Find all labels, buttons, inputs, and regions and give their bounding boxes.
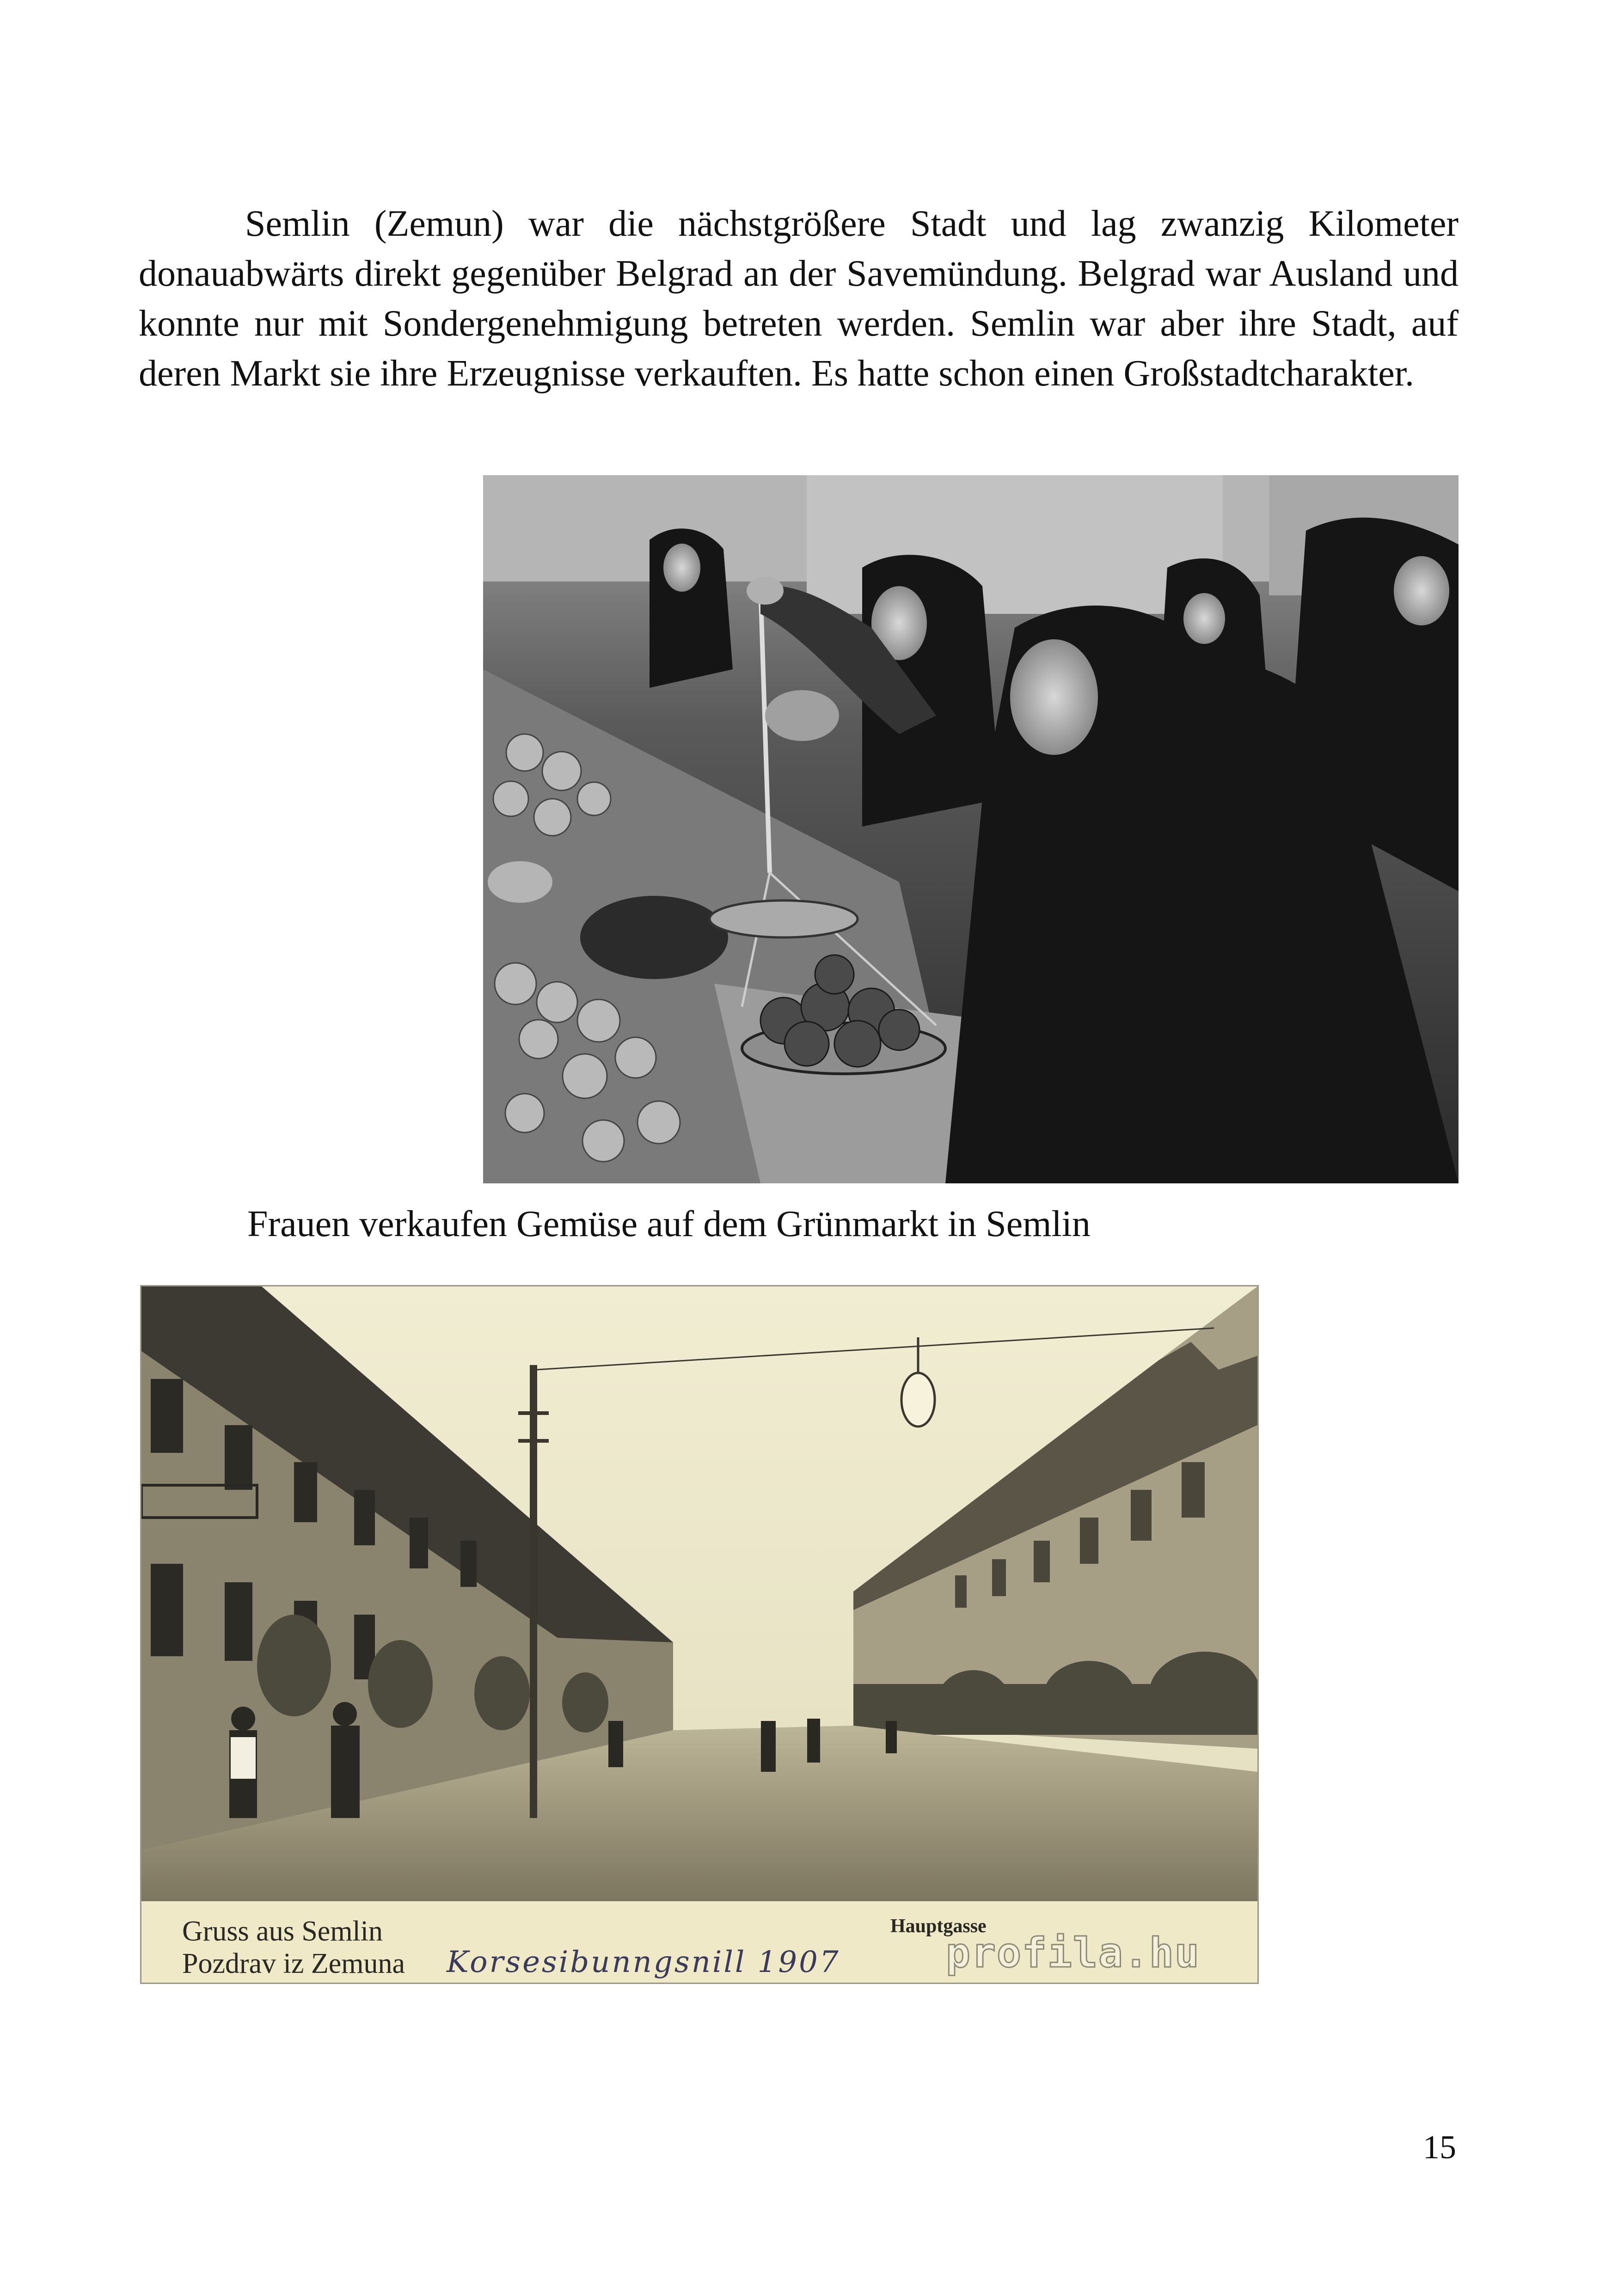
postcard-greeting-1: Gruss aus Semlin (182, 1916, 383, 1947)
postcard-greeting-2: Pozdrav iz Zemuna (182, 1948, 405, 1979)
postcard-street-label: Hauptgasse (890, 1916, 987, 1937)
body-paragraph: Semlin (Zemun) war die nächstgrößere Stadt und lag zwanzig Kilometer donauabwärts direkt gegenüber Belgrad an der Savemündung. Belgrad war Ausland und konnte nur mit Sondergenehmigung betreten werden. Semlin war aber ihre Stadt, auf deren Markt sie ihre Erzeugnisse verkauften. Es hatte schon einen Großstadtcharakter. (139, 203, 1459, 394)
market-photo (483, 475, 1459, 1183)
postcard-image (140, 1285, 1259, 1984)
market-photo-caption: Frauen verkaufen Gemüse auf dem Grünmarkt in Semlin (247, 1204, 1091, 1244)
postcard-handwriting: Korsesibunngsnill 1907 (447, 1945, 840, 1979)
page-number: 15 (1423, 2129, 1456, 2166)
postcard-watermark: profila.hu (946, 1929, 1200, 1977)
